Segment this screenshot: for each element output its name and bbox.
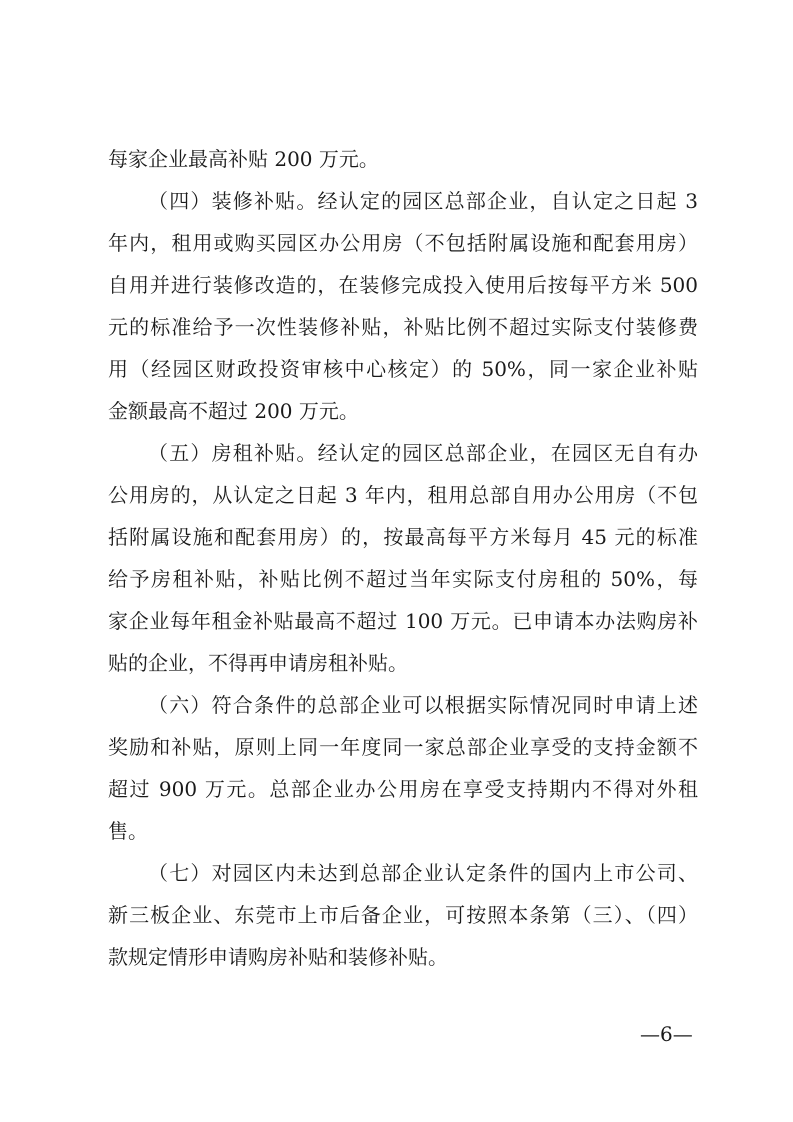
paragraph-line: 元的标准给予一次性装修补贴，补贴比例不超过实际支付装修费 [108,315,698,339]
paragraph-line: 新三板企业、东莞市上市后备企业，可按照本条第（三）、（四） [108,903,698,927]
paragraph-line: 奖励和补贴，原则上同一年度同一家总部企业享受的支持金额不 [108,735,698,759]
paragraph-line: （六）符合条件的总部企业可以根据实际情况同时申请上述 [148,693,698,717]
paragraph-line: 贴的企业，不得再申请房租补贴。 [108,651,408,675]
paragraph-line: 自用并进行装修改造的，在装修完成投入使用后按每平方米 500 [108,273,698,297]
paragraph-line: 款规定情形申请购房补贴和装修补贴。 [108,945,448,969]
paragraph-line: 家企业每年租金补贴最高不超过 100 万元。已申请本办法购房补 [108,609,698,633]
paragraph-line: （七）对园区内未达到总部企业认定条件的国内上市公司、 [148,861,698,885]
paragraph-line: 售。 [108,819,148,843]
paragraph-line: 年内，租用或购买园区办公用房（不包括附属设施和配套用房） [108,231,698,255]
page-number: —6— [640,1022,693,1046]
paragraph-line: 超过 900 万元。总部企业办公用房在享受支持期内不得对外租 [108,777,698,801]
paragraph-line: 每家企业最高补贴 200 万元。 [108,147,379,171]
paragraph-line: 金额最高不超过 200 万元。 [108,399,359,423]
paragraph-line: （四）装修补贴。经认定的园区总部企业，自认定之日起 3 [148,189,698,213]
paragraph-line: 括附属设施和配套用房）的，按最高每平方米每月 45 元的标准 [108,525,698,549]
paragraph-line: 给予房租补贴，补贴比例不超过当年实际支付房租的 50%，每 [108,567,698,591]
paragraph-line: （五）房租补贴。经认定的园区总部企业，在园区无自有办 [148,441,698,465]
paragraph-line: 用（经园区财政投资审核中心核定）的 50%，同一家企业补贴 [108,357,698,381]
paragraph-line: 公用房的，从认定之日起 3 年内，租用总部自用办公用房（不包 [108,483,698,507]
